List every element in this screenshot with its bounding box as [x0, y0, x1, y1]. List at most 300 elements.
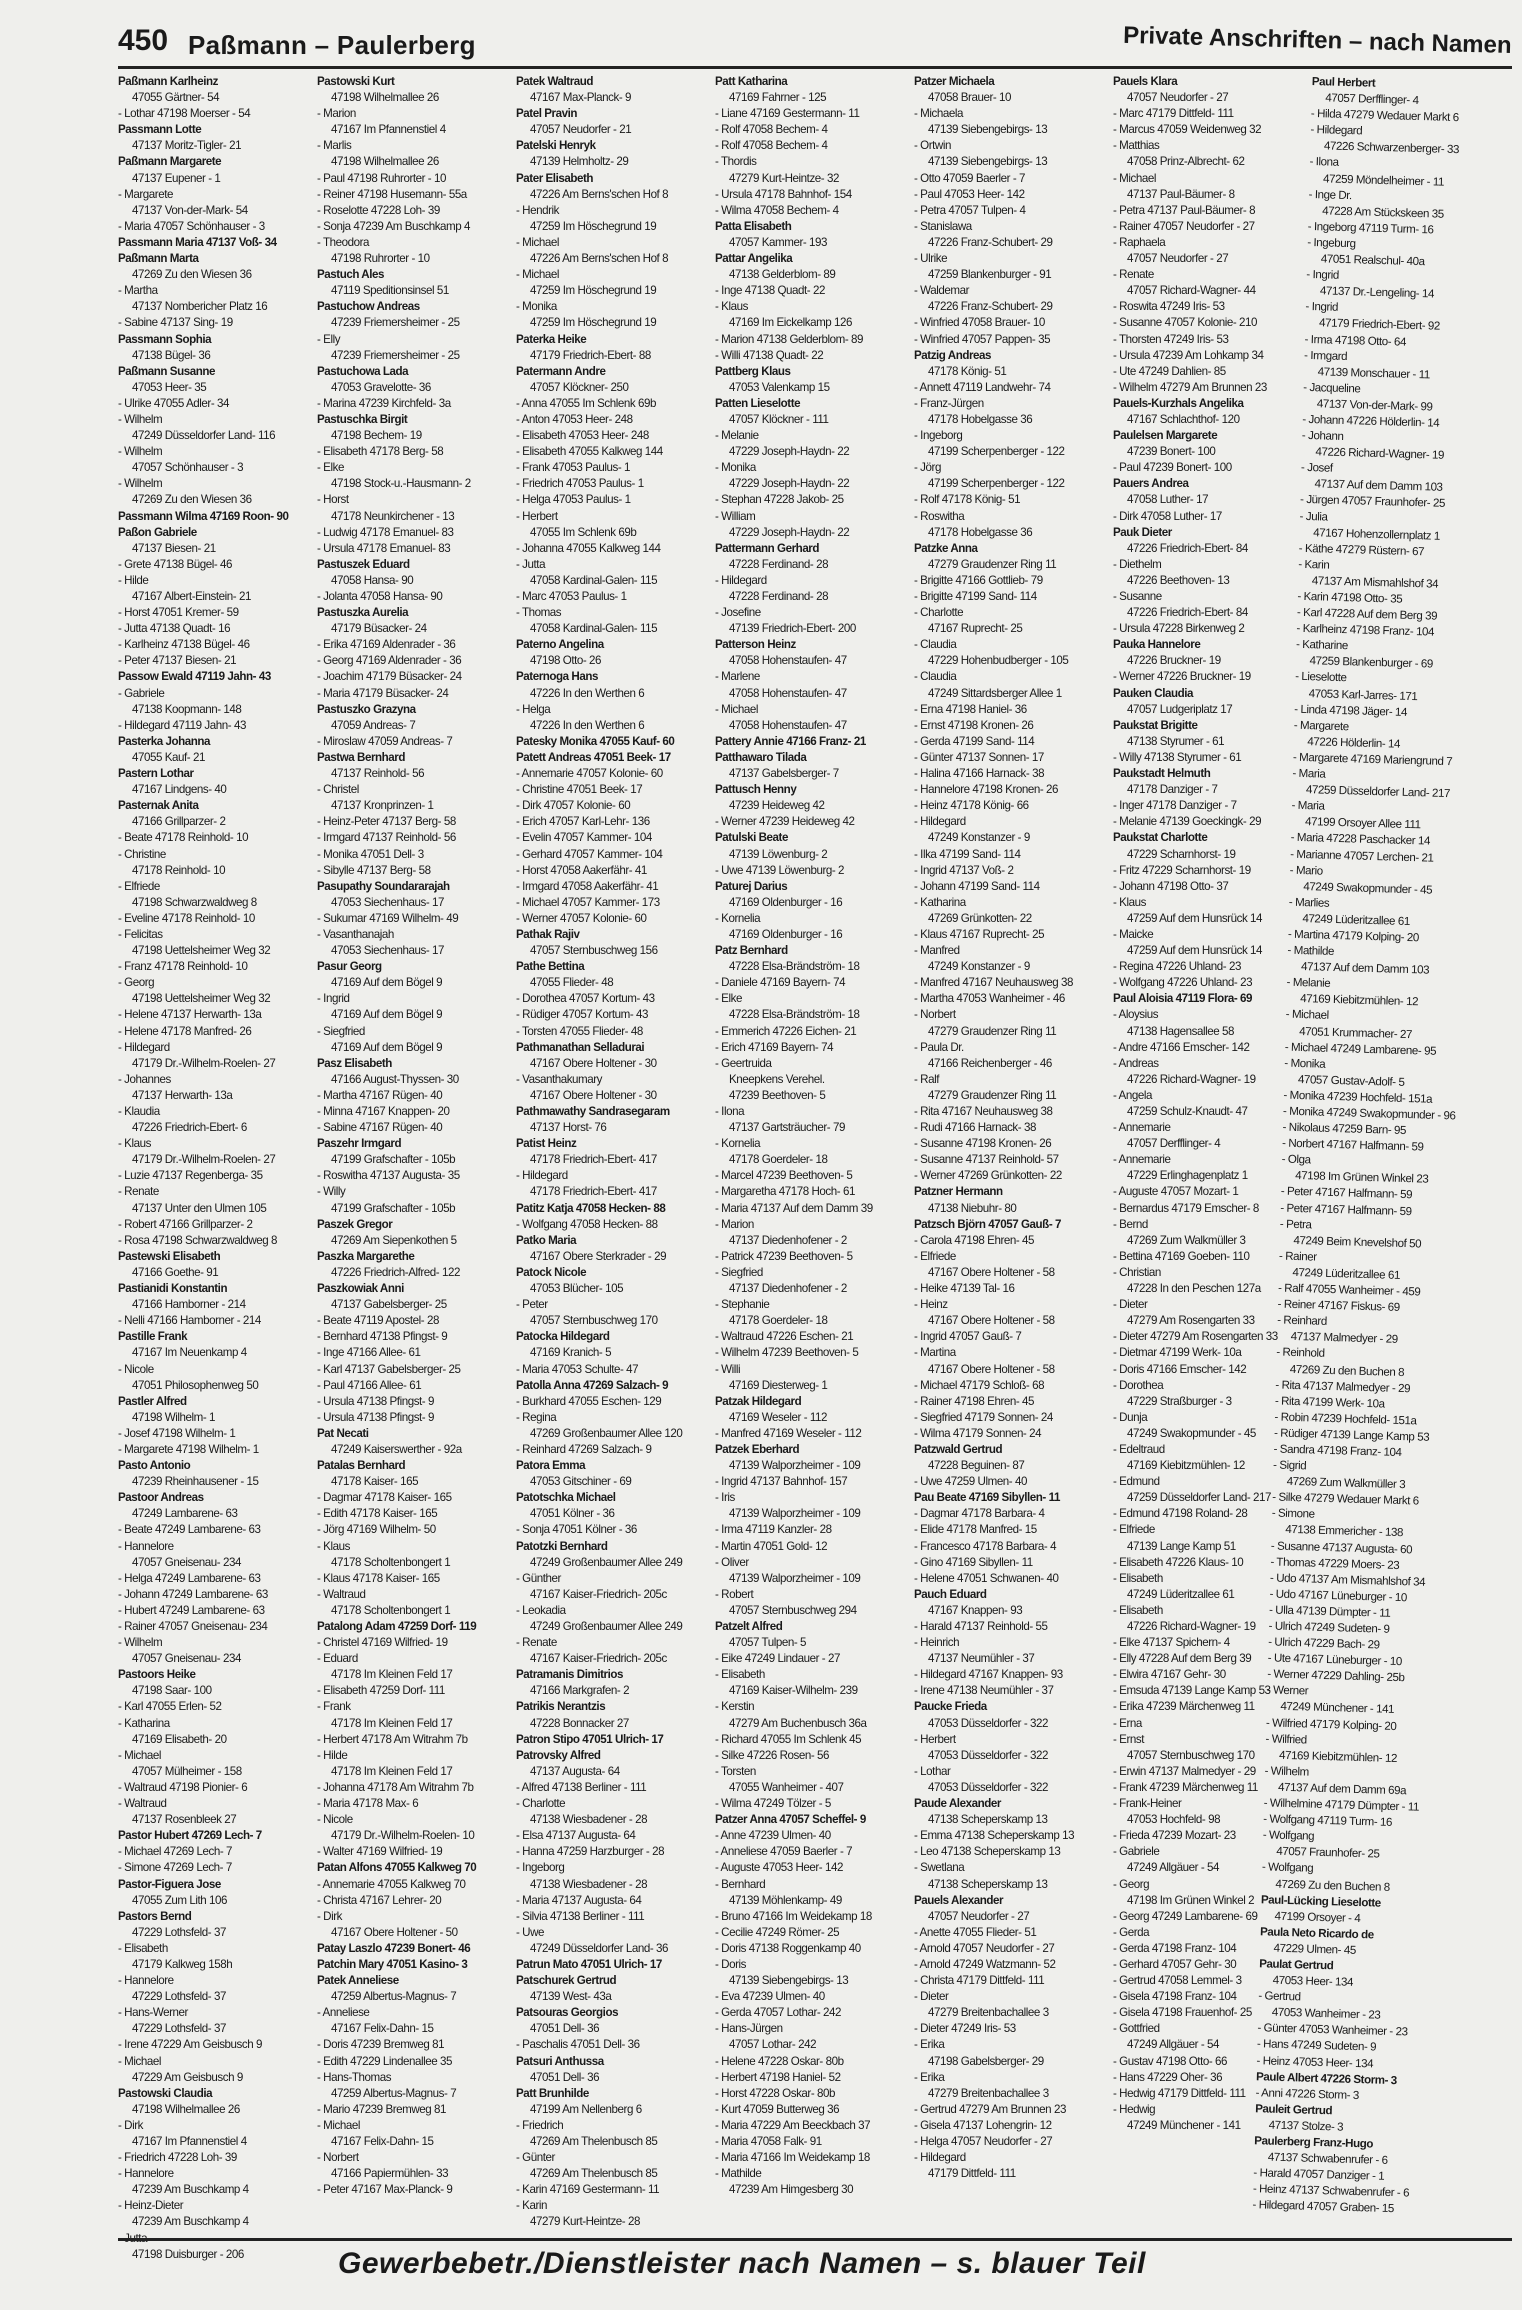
entry-given-name: - Karlheinz 47138 Bügel- 46 — [118, 638, 250, 652]
entry-given-name: - Lothar — [914, 1764, 951, 1778]
entry-given-name: - Gerhard 47057 Gehr- 30 — [1113, 1957, 1237, 1971]
entry-address: 47229 Hohenbudberger - 105 — [928, 654, 1069, 668]
entry-given-name: - Horst — [317, 493, 349, 507]
entry-surname: Pastuszka Aurelia — [317, 606, 409, 620]
entry-given-name: - Rita 47199 Werk- 10a — [1274, 1394, 1385, 1411]
entry-surname: Patterson Heinz — [715, 638, 796, 652]
entry-given-name: - Johann 47198 Otto- 37 — [1113, 879, 1229, 893]
entry-address: 47057 Schönhauser - 3 — [132, 461, 244, 475]
entry-given-name: - Emma 47138 Scheperskamp 13 — [914, 1829, 1075, 1843]
entry-address: 47138 Koopmann- 148 — [132, 702, 242, 716]
entry-given-name: - Hildegard — [118, 1040, 170, 1054]
entry-address: 47259 Im Höschegrund 19 — [530, 219, 657, 233]
entry-address: 47239 Bonert- 100 — [1127, 445, 1216, 459]
footer-note: Gewerbebetr./Dienstleister nach Namen – s. blauer Teil — [338, 2247, 1146, 2280]
entry-given-name: - Daniele 47169 Bayern- 74 — [715, 976, 846, 990]
entry-address: 47051 Krummacher- 27 — [1299, 1024, 1413, 1041]
entry-given-name: - Margarete 47169 Mariengrund 7 — [1292, 750, 1453, 769]
entry-given-name: - Gerda — [1113, 1925, 1150, 1939]
entry-given-name: - Hildegard — [715, 573, 767, 587]
entry-given-name: - Anna 47055 Im Schlenk 69b — [516, 396, 656, 410]
entry-given-name: - Anneliese 47059 Baerler - 7 — [715, 1845, 853, 1859]
entry-surname: Pau Beate 47169 Sibyllen- 11 — [914, 1491, 1060, 1505]
entry-address: 47249 Beim Knevelshof 50 — [1293, 1233, 1422, 1251]
entry-surname: Patko Maria — [516, 1233, 577, 1247]
entry-address: 47138 Gelderblom- 89 — [729, 268, 836, 282]
entry-given-name: - Paul 47166 Allee- 61 — [317, 1378, 422, 1392]
entry-address: 47249 Swakopmunder - 45 — [1127, 1426, 1256, 1440]
entry-address: 47198 Wilhelmallee 26 — [132, 2102, 240, 2116]
entry-surname: Patelski Henryk — [516, 139, 596, 153]
entry-given-name: - Elfriede — [118, 879, 160, 893]
entry-given-name: - Manfred — [914, 944, 960, 958]
entry-given-name: - Nicole — [118, 1362, 154, 1376]
entry-address: 47137 Rosenbleek 27 — [132, 1813, 237, 1827]
entry-given-name: - Otto 47059 Baerler - 7 — [914, 171, 1025, 185]
entry-given-name: - Uwe 47259 Ulmen- 40 — [914, 1475, 1027, 1489]
entry-surname: Paulerberg Franz-Hugo — [1254, 2134, 1374, 2151]
entry-surname: Patzig Andreas — [914, 348, 992, 362]
entry-given-name: - Peter 47167 Halfmann- 59 — [1280, 1185, 1413, 1202]
entry-surname: Patzner Hermann — [914, 1185, 1003, 1199]
entry-given-name: - Francesco 47178 Barbara- 4 — [914, 1539, 1057, 1553]
entry-given-name: - Paula Dr. — [914, 1040, 964, 1054]
entry-given-name: - Bernardus 47179 Emscher- 8 — [1113, 1201, 1259, 1215]
entry-surname: Paßmann Marta — [118, 252, 199, 266]
entry-given-name: - Doris — [715, 1957, 746, 1971]
entry-address: 47226 Beethoven- 13 — [1127, 573, 1230, 587]
entry-surname: Paulat Gertrud — [1259, 1957, 1334, 1973]
entry-given-name: - Helga 47249 Lambarene- 63 — [118, 1571, 261, 1585]
entry-surname: Pauleit Gertrud — [1254, 2102, 1333, 2118]
entry-given-name: - Karin 47198 Otto- 35 — [1297, 589, 1403, 606]
entry-given-name: - Ursula 47228 Birkenweg 2 — [1113, 622, 1245, 636]
entry-given-name: - Gisela 47198 Frauenhof- 25 — [1113, 2006, 1252, 2020]
entry-given-name: - Sonja 47239 Am Buschkamp 4 — [317, 219, 471, 233]
section-heading: Private Anschriften – nach Namen — [1123, 21, 1513, 59]
entry-address: 47198 Otto- 26 — [530, 654, 602, 668]
entry-surname: Pater Elisabeth — [516, 171, 594, 185]
entry-address: 47137 Augusta- 64 — [530, 1764, 620, 1778]
entry-given-name: - Johanna 47178 Am Witrahm 7b — [317, 1780, 474, 1794]
entry-surname: Pauch Eduard — [914, 1587, 987, 1601]
entry-address: 47269 Am Thelenbusch 85 — [530, 2135, 658, 2148]
entry-given-name: - Gerhard 47057 Kammer- 104 — [516, 847, 663, 861]
entry-given-name: - Fritz 47229 Scharnhorst- 19 — [1113, 863, 1251, 877]
entry-surname: Patt Brunhilde — [516, 2086, 589, 2100]
entry-given-name: - Michael — [1285, 1008, 1329, 1023]
entry-given-name: - Siegfried — [317, 1024, 365, 1038]
entry-given-name: - Nelli 47166 Hamborner - 214 — [118, 1314, 261, 1328]
entry-given-name: - Horst 47051 Kremer- 59 — [118, 606, 239, 620]
entry-surname: Pastuschka Birgit — [317, 412, 408, 426]
entry-surname: Pauka Hannelore — [1113, 638, 1201, 652]
entry-address: 47137 Kronprinzen- 1 — [331, 799, 434, 813]
entry-address: 47269 Zu den Wiesen 36 — [132, 268, 252, 282]
entry-given-name: - Jutta 47138 Quadt- 16 — [118, 622, 231, 636]
entry-given-name: - Halina 47166 Harnack- 38 — [914, 767, 1045, 781]
entry-given-name: - Erika — [914, 2070, 945, 2084]
entry-address: 47055 Zum Lith 106 — [132, 1893, 228, 1907]
entry-surname: Paule Albert 47226 Storm- 3 — [1255, 2069, 1397, 2087]
entry-given-name: - Anneliese — [317, 2006, 370, 2020]
entry-given-name: - Richard 47055 Im Schlenk 45 — [715, 1732, 862, 1746]
entry-address: 47178 Danziger - 7 — [1127, 783, 1218, 797]
entry-address: 47137 Reinhold- 56 — [331, 767, 425, 781]
entry-given-name: - Elide 47178 Manfred- 15 — [914, 1523, 1037, 1537]
entry-address: 47167 Obere Holtener - 30 — [530, 1088, 657, 1102]
entry-address: 47167 Kaiser-Friedrich- 205c — [530, 1652, 667, 1666]
entry-address: 47198 Bechem- 19 — [331, 429, 422, 443]
entry-address: 47198 Ruhrorter - 10 — [331, 252, 430, 266]
entry-given-name: - Udo 47167 Lüneburger - 10 — [1269, 1587, 1408, 1605]
entry-address: 47226 Friedrich-Ebert- 6 — [132, 1121, 247, 1135]
entry-given-name: - Dirk — [118, 2118, 143, 2132]
entry-given-name: - Waltraud 47226 Eschen- 21 — [715, 1330, 854, 1344]
entry-address: 47058 Luther- 17 — [1127, 493, 1209, 507]
entry-address: 47058 Hansa- 90 — [331, 573, 414, 587]
entry-address: 47229 Ulmen- 45 — [1273, 1941, 1357, 1957]
entry-given-name: - Ingeborg — [516, 1861, 565, 1875]
entry-address: 47199 Orsoyer - 4 — [1274, 1909, 1361, 1925]
entry-given-name: - Mathilde — [715, 2167, 762, 2181]
entry-given-name: - Uwe 47139 Löwenburg- 2 — [715, 863, 845, 877]
entry-given-name: - Frank 47053 Paulus- 1 — [516, 461, 631, 475]
entry-address: 47178 Im Kleinen Feld 17 — [331, 1764, 453, 1778]
entry-surname: Patzke Anna — [914, 541, 978, 555]
entry-given-name: - Waltraud — [118, 1797, 167, 1811]
entry-given-name: - Horst 47058 Aakerfähr- 41 — [516, 863, 647, 877]
entry-surname: Patzak Hildegard — [715, 1394, 802, 1408]
entry-given-name: - Grete 47138 Bügel- 46 — [118, 557, 233, 571]
entry-given-name: - Wilma 47249 Tölzer - 5 — [715, 1797, 831, 1811]
entry-given-name: - Silke 47226 Rosen- 56 — [715, 1748, 830, 1762]
entry-given-name: - Michael — [1113, 171, 1156, 185]
entry-given-name: - Auguste 47053 Heer- 142 — [715, 1861, 843, 1875]
entry-given-name: - Willy 47138 Styrumer - 61 — [1113, 750, 1242, 764]
entry-surname: Pasto Antonio — [118, 1459, 191, 1473]
entry-given-name: - Diethelm — [1113, 557, 1162, 571]
entry-address: 47137 Diedenhofener - 2 — [729, 1282, 847, 1296]
entry-given-name: - Regina — [516, 1410, 557, 1424]
entry-given-name: - Dieter 47279 Am Rosengarten 33 — [1113, 1330, 1278, 1344]
directory-column — [516, 74, 709, 2234]
entry-given-name: - Wilhelm — [118, 445, 163, 459]
entry-surname: Pastuchow Andreas — [317, 300, 420, 314]
entry-surname: Patt Katharina — [715, 75, 788, 88]
entry-address: 47199 Scherpenberger - 122 — [928, 445, 1065, 459]
entry-address: 47119 Speditionsinsel 51 — [331, 284, 449, 298]
entry-address: 47138 Styrumer - 61 — [1127, 734, 1225, 748]
entry-given-name: - Maria 47053 Schulte- 47 — [516, 1362, 639, 1376]
entry-address: 47229 Am Geisbusch 9 — [132, 2070, 243, 2084]
entry-surname: Patora Emma — [516, 1459, 586, 1473]
entry-given-name: - Jolanta 47058 Hansa- 90 — [317, 590, 443, 603]
entry-surname: Patolla Anna 47269 Salzach- 9 — [516, 1378, 669, 1392]
entry-given-name: - Robert — [715, 1587, 754, 1601]
entry-address: 47137 Gabelsberger- 25 — [331, 1298, 447, 1312]
entry-given-name: - Wilfried 47179 Kolping- 20 — [1265, 1715, 1397, 1733]
entry-address: 47057 Klöckner - 111 — [729, 412, 829, 426]
entry-given-name: - Nicole — [317, 1813, 353, 1827]
entry-surname: Patek Waltraud — [516, 75, 594, 88]
entry-given-name: - Torsten 47055 Flieder- 48 — [516, 1024, 643, 1038]
entry-address: 47269 Am Siepenkothen 5 — [331, 1233, 457, 1247]
entry-given-name: - Hendrik — [516, 203, 559, 217]
entry-address: 47229 Erlinghagenplatz 1 — [1127, 1169, 1248, 1183]
entry-given-name: - Beate 47178 Reinhold- 10 — [118, 831, 249, 845]
entry-given-name: - Norbert — [914, 1008, 956, 1022]
entry-address: 47139 Siebengebirgs- 13 — [729, 1974, 849, 1988]
entry-address: 47137 Gartsträucher- 79 — [729, 1121, 845, 1135]
entry-address: 47169 Auf dem Bögel 9 — [331, 1008, 443, 1022]
entry-given-name: - Ute 47249 Dahlien- 85 — [1113, 364, 1226, 378]
entry-given-name: - Elly 47228 Auf dem Berg 39 — [1113, 1652, 1252, 1666]
entry-address: 47178 Friedrich-Ebert- 417 — [530, 1185, 657, 1199]
entry-given-name: - Gertrud 47279 Am Brunnen 23 — [914, 2102, 1066, 2116]
entry-address: 47057 Kammer- 193 — [729, 235, 828, 249]
entry-address: 47249 Düsseldorfer Land- 36 — [530, 1941, 669, 1955]
entry-given-name: - Heinrich — [914, 1636, 960, 1650]
entry-given-name: - Andreas — [1113, 1056, 1159, 1070]
entry-address: 47279 Graudenzer Ring 11 — [928, 1024, 1057, 1038]
entry-address: 47269 Grünkotten- 22 — [928, 911, 1032, 925]
entry-given-name: - Hannelore — [118, 1974, 174, 1988]
entry-given-name: - Reinhold — [1276, 1345, 1325, 1361]
entry-address: 47139 Helmholtz- 29 — [530, 155, 629, 169]
page-title: Paßmann – Paulerberg — [188, 30, 476, 60]
entry-address: 47239 Friemersheimer - 25 — [331, 316, 460, 330]
entry-given-name: - Melanie 47139 Goeckingk- 29 — [1113, 815, 1262, 829]
entry-given-name: - Maria 47057 Schönhauser - 3 — [118, 219, 265, 233]
entry-given-name: - Roselotte 47228 Loh- 39 — [317, 203, 440, 217]
entry-given-name: - Irma 47119 Kanzler- 28 — [715, 1523, 832, 1537]
entry-given-name: - Siegfried — [715, 1265, 763, 1279]
entry-given-name: - Brigitte 47166 Gottlieb- 79 — [914, 573, 1043, 587]
entry-address: 47226 Schwarzenberger- 33 — [1323, 139, 1460, 157]
entry-address: 47279 Am Rosengarten 33 — [1127, 1314, 1255, 1328]
entry-given-name: - Franz-Jürgen — [914, 396, 984, 410]
entry-surname: Passmann Wilma 47169 Roon- 90 — [118, 509, 289, 523]
entry-given-name: - Melanie — [715, 429, 759, 443]
entry-address: 47053 Wanheimer - 23 — [1271, 2005, 1381, 2022]
entry-address: 47199 Am Nellenberg 6 — [530, 2102, 642, 2116]
entry-given-name: - Rosa 47198 Schwarzwaldweg 8 — [118, 1233, 278, 1247]
entry-given-name: - Elisabeth 47259 Dorf- 111 — [317, 1684, 445, 1698]
entry-given-name: - Friedrich — [516, 2118, 564, 2132]
entry-address: 47138 Wiesbadener - 28 — [530, 1813, 648, 1827]
entry-given-name: - Peter 47167 Halfmann- 59 — [1280, 1201, 1412, 1218]
entry-given-name: - Gerda 47199 Sand- 114 — [914, 734, 1035, 748]
entry-given-name: - Dieter — [914, 1990, 949, 2004]
entry-given-name: - Rainer — [1278, 1249, 1317, 1264]
entry-surname: Patermann Andre — [516, 364, 606, 378]
entry-given-name: - Erich 47057 Karl-Lehr- 136 — [516, 815, 650, 829]
entry-given-name: - Hedwig 47179 Dittfeld- 111 — [1113, 2086, 1246, 2100]
entry-address: 47249 Lüderitzallee 61 — [1127, 1587, 1235, 1601]
entry-address: 47137 Diedenhofener - 2 — [729, 1233, 847, 1247]
entry-given-name: - Jörg — [914, 461, 941, 475]
entry-surname: Patta Elisabeth — [715, 219, 792, 233]
entry-given-name: - Ingrid — [317, 992, 350, 1006]
entry-address: 47226 Bruckner- 19 — [1127, 654, 1221, 668]
entry-given-name: - Thordis — [715, 155, 757, 169]
entry-given-name: - Sibylle 47137 Berg- 58 — [317, 863, 431, 877]
entry-given-name: - Hilde — [317, 1748, 348, 1762]
entry-given-name: - Marc 47179 Dittfeld- 111 — [1113, 107, 1234, 121]
entry-given-name: - Edeltraud — [1113, 1442, 1165, 1456]
entry-given-name: - Silke 47279 Wedauer Markt 6 — [1272, 1490, 1419, 1508]
entry-given-name: - Edmund — [1113, 1475, 1160, 1489]
entry-given-name: - Dieter — [1113, 1298, 1148, 1312]
entry-address: 47259 Auf dem Hunsrück 14 — [1127, 911, 1263, 925]
entry-address: 47058 Prinz-Albrecht- 62 — [1127, 155, 1245, 169]
entry-given-name: - Simone — [1271, 1506, 1315, 1521]
entry-address: 47137 Neumühler - 37 — [928, 1652, 1035, 1666]
entry-given-name: - Marcus 47059 Weidenweg 32 — [1113, 123, 1262, 137]
entry-surname: Paßmann Margarete — [118, 155, 222, 169]
entry-given-name: - Ursula 47178 Emanuel- 83 — [317, 541, 451, 555]
entry-surname: Pastwa Bernhard — [317, 750, 405, 764]
entry-given-name: - Erika — [914, 2038, 945, 2052]
entry-given-name: - Marc 47053 Paulus- 1 — [516, 590, 627, 603]
entry-given-name: - Helene 47137 Herwarth- 13a — [118, 1008, 262, 1022]
entry-address: 47053 Düsseldorfer - 322 — [928, 1716, 1049, 1730]
entry-given-name: - Stanislawa — [914, 219, 972, 233]
entry-given-name: - Bernd — [1113, 1217, 1148, 1231]
entry-given-name: - Geertruida — [715, 1056, 772, 1070]
entry-surname: Patten Lieselotte — [715, 396, 801, 410]
entry-given-name: - Helene 47051 Schwanen- 40 — [914, 1571, 1059, 1585]
entry-surname: Paterka Heike — [516, 332, 587, 346]
entry-surname: Paszkowiak Anni — [317, 1282, 404, 1296]
entry-given-name: - Waltraud 47198 Pionier- 6 — [118, 1780, 248, 1794]
entry-given-name: - Hilda 47279 Wedauer Markt 6 — [1310, 107, 1459, 125]
entry-surname: Patel Pravin — [516, 107, 577, 121]
entry-given-name: - Hannelore — [118, 1539, 174, 1553]
entry-given-name: - Claudia — [914, 638, 957, 652]
entry-address: 47169 Fahrner - 125 — [729, 91, 827, 105]
entry-given-name: - Christa 47167 Lehrer- 20 — [317, 1893, 442, 1907]
entry-address: 47139 Friedrich-Ebert- 200 — [729, 622, 856, 636]
entry-address: 47239 Am Himgesberg 30 — [729, 2183, 854, 2197]
entry-surname: Patesky Monika 47055 Kauf- 60 — [516, 734, 675, 748]
entry-given-name: - Ernst — [1113, 1732, 1144, 1746]
entry-given-name: - Hannelore — [118, 2167, 174, 2181]
entry-given-name: - Wilfried — [1265, 1732, 1307, 1747]
entry-given-name: - Irene 47138 Neumühler - 37 — [914, 1684, 1054, 1698]
entry-given-name: - Monika 47249 Swakopmunder - 96 — [1282, 1104, 1456, 1123]
entry-given-name: - Robin 47239 Hochfeld- 151a — [1274, 1410, 1417, 1428]
entry-address: 47137 Von-der-Mark- 54 — [132, 203, 248, 217]
entry-address: 47053 Hochfeld- 98 — [1127, 1813, 1221, 1827]
entry-address: 47228 Bonnacker 27 — [530, 1716, 629, 1730]
entry-given-name: - Beate 47249 Lambarene- 63 — [118, 1523, 261, 1537]
entry-given-name: - Rita 47167 Neuhausweg 38 — [914, 1105, 1053, 1118]
entry-address: 47226 Richard-Wagner- 19 — [1127, 1620, 1256, 1633]
entry-given-name: - Elly — [317, 332, 341, 346]
entry-address: 47279 Kurt-Heintze- 28 — [530, 2215, 640, 2229]
entry-given-name: - Ulrich 47229 Bach- 29 — [1268, 1635, 1380, 1652]
entry-given-name: - Ingrid 47057 Gauß- 7 — [914, 1330, 1022, 1344]
entry-address: 47138 Wiesbadener - 28 — [530, 1877, 648, 1891]
entry-given-name: - Elke — [317, 461, 344, 475]
entry-given-name: - Hedwig — [1113, 2102, 1156, 2116]
entry-given-name: - Jacqueline — [1303, 380, 1361, 396]
entry-given-name: - Josef — [1300, 461, 1333, 475]
entry-given-name: - Melanie — [1286, 975, 1331, 991]
entry-given-name: - Herbert — [516, 509, 558, 523]
entry-address: 47249 Sittardsberger Allee 1 — [928, 686, 1062, 700]
entry-address: 47137 Biesen- 21 — [132, 541, 216, 555]
entry-address: 47139 Walporzheimer - 109 — [729, 1507, 861, 1521]
entry-given-name: - Bernhard 47138 Pfingst- 9 — [317, 1330, 448, 1344]
entry-surname: Patzsch Björn 47057 Gauß- 7 — [914, 1217, 1061, 1231]
entry-address: 47051 Dell- 36 — [530, 2022, 600, 2036]
entry-given-name: - Luzie 47137 Regenberga- 35 — [118, 1169, 263, 1183]
entry-surname: Paterno Angelina — [516, 638, 604, 652]
entry-address: 47169 Kiebitzmühlen- 12 — [1299, 992, 1419, 1009]
entry-given-name: - Udo 47137 Am Mismahlshof 34 — [1269, 1571, 1426, 1589]
entry-given-name: - Doris 47138 Roggenkamp 40 — [715, 1941, 861, 1955]
entry-given-name: - Christian — [1113, 1265, 1161, 1279]
entry-given-name: - Michaela — [914, 107, 963, 121]
entry-address: 47269 Zu den Buchen 8 — [1275, 1877, 1390, 1894]
entry-address: 47259 Schulz-Knaudt- 47 — [1127, 1105, 1248, 1118]
entry-given-name: - Doris 47166 Emscher- 142 — [1113, 1362, 1247, 1376]
entry-address: 47249 Konstanzer - 9 — [928, 960, 1030, 974]
entry-given-name: - Peter — [516, 1298, 548, 1312]
entry-address: 47057 Sternbuschweg 294 — [729, 1603, 857, 1617]
entry-given-name: - Doris 47239 Bremweg 81 — [317, 2038, 445, 2052]
entry-address: 47269 Zum Walkmüller 3 — [1127, 1233, 1246, 1247]
entry-given-name: - Marlies — [1288, 895, 1330, 910]
entry-address: 47179 Friedrich-Ebert- 88 — [530, 348, 651, 362]
entry-given-name: - Paul 47198 Ruhrorter - 10 — [317, 171, 446, 185]
entry-given-name: - Eduard — [317, 1652, 358, 1666]
entry-surname: Pasz Elisabeth — [317, 1056, 392, 1070]
entry-given-name: - Elisabeth 47053 Heer- 248 — [516, 429, 649, 443]
entry-given-name: - Elwira 47167 Gehr- 30 — [1113, 1668, 1226, 1682]
entry-address: 47179 Dittfeld- 111 — [928, 2167, 1016, 2181]
entry-given-name: - Reiner 47167 Fiskus- 69 — [1277, 1297, 1400, 1315]
entry-surname: Pastowski Claudia — [118, 2086, 213, 2100]
entry-surname: Patzer Michaela — [914, 75, 995, 88]
entry-address: 47226 Franz-Schubert- 29 — [928, 235, 1053, 249]
entry-given-name: - Helene 47178 Manfred- 26 — [118, 1024, 252, 1038]
entry-address: 47169 Im Eickelkamp 126 — [729, 316, 853, 330]
entry-address: 47137 Nombericher Platz 16 — [132, 300, 268, 314]
directory-column — [914, 74, 1107, 2234]
entry-given-name: - Maria 47058 Falk- 91 — [715, 2135, 822, 2148]
entry-address: 47239 Am Buschkamp 4 — [132, 2215, 249, 2229]
entry-given-name: - Norbert 47167 Halfmann- 59 — [1281, 1136, 1424, 1154]
entry-address: 47058 Hohenstaufen- 47 — [729, 654, 847, 668]
entry-given-name: - Katharina — [914, 895, 966, 909]
entry-given-name: - Martha — [118, 284, 158, 298]
entry-surname: Patrun Mato 47051 Ulrich- 17 — [516, 1957, 662, 1971]
entry-address: 47138 Niebuhr- 80 — [928, 1201, 1017, 1215]
entry-given-name: - Inger 47178 Danziger - 7 — [1113, 799, 1237, 813]
entry-address: 47057 Richard-Wagner- 44 — [1127, 284, 1256, 298]
entry-given-name: - Roswitha — [914, 509, 965, 523]
entry-given-name: - Lieselotte — [1294, 670, 1347, 685]
entry-given-name: - Rüdiger 47057 Kortum- 43 — [516, 1008, 649, 1022]
entry-given-name: - Petra — [1279, 1217, 1312, 1232]
entry-address: 47178 Friedrich-Ebert- 417 — [530, 1153, 657, 1167]
entry-given-name: - Friedrich 47053 Paulus- 1 — [516, 477, 644, 491]
entry-given-name: - Christa 47179 Dittfeld- 111 — [914, 1974, 1045, 1988]
